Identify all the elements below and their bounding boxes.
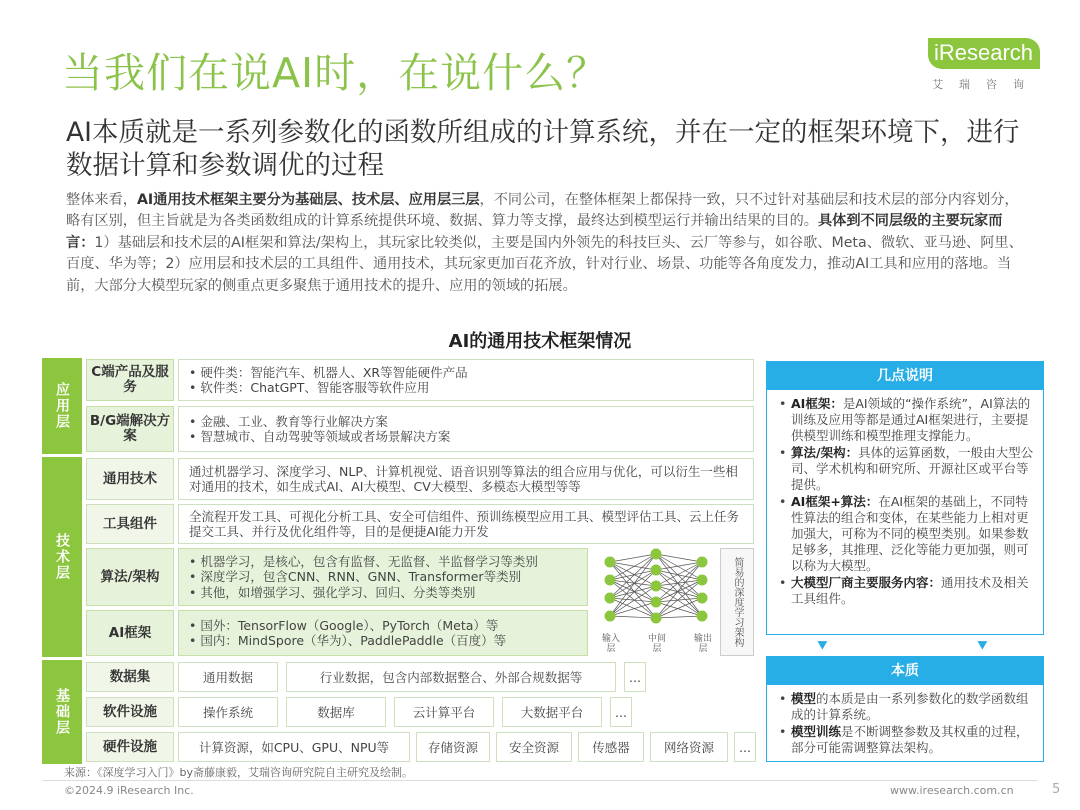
row-content-tools: 全流程开发工具、可视化分析工具、安全可信组件、预训练模型应用工具、模型评估工具、云上任务提交工具、并行及优化组件等，目的是便捷AI能力开发 (178, 504, 754, 544)
essence-item: • 模型的本质是由一系列参数化的数学函数组成的计算系统。 (779, 691, 1035, 723)
row-label-general: 通用技术 (86, 458, 174, 500)
row-label-tools: 工具组件 (86, 504, 174, 544)
list-item: • 硬件类：智能汽车、机器人、XR等智能硬件产品 (189, 365, 468, 381)
hardware-cell: 安全资源 (496, 732, 572, 762)
dataset-cell-more: ... (624, 662, 646, 692)
page-title: 当我们在说AI时，在说什么？ (62, 49, 609, 97)
footer-copyright: ©2024.9 iResearch Inc. (64, 784, 194, 797)
row-content-algo (178, 548, 588, 606)
logo-cn: 艾瑞咨询 (932, 78, 1040, 91)
list-item: • 国内：MindSpore（华为）、PaddlePaddle（百度）等 (189, 633, 506, 649)
layer-base-label: 基础层 (42, 660, 82, 764)
nn-node (697, 611, 708, 622)
intro-text-2: ，不同公司，在整体框架上都保持一致，只不过针对基础层和技术层的部分内容划分，略有区别，但主旨就是为各类函数组成的计算系统提供环境、数据、算力等支撑，最终达到模型运行并输出结果的目的。 (66, 192, 1019, 230)
row-label-dataset: 数据集 (86, 662, 174, 692)
chevron-down-icon: ⯆ (816, 636, 829, 655)
source-note: 来源：《深度学习入门》by斋藤康毅，艾瑞咨询研究院自主研究及绘制。 (64, 766, 413, 779)
iresearch-logo (928, 36, 1048, 96)
row-label-b-end: B/G端解决方案 (86, 406, 174, 452)
row-label-algo: 算法/架构 (86, 548, 174, 606)
dataset-cell: 行业数据，包含内部数据整合、外部合规数据等 (286, 662, 616, 692)
hardware-cell: 计算资源，如CPU、GPU、NPU等 (178, 732, 410, 762)
list-item: • 软件类：ChatGPT、智能客服等软件应用 (189, 380, 468, 396)
row-content-framework (178, 610, 588, 656)
logo-word: iResearch (928, 38, 1040, 69)
note-item: • AI框架+算法：在AI框架的基础上，不同特性算法的组合和变体，在某些能力上相对更加强大，可称为不同的模型类别。如果参数足够多，其推理、泛化等能力更加强，则可以称为大模型。 (779, 494, 1035, 574)
nn-input-label: 输入层 (601, 634, 620, 654)
hardware-cell: 网络资源 (650, 732, 728, 762)
software-cell: 操作系统 (178, 697, 278, 727)
hardware-cell: 传感器 (578, 732, 644, 762)
row-label-c-end: C端产品及服务 (86, 359, 174, 401)
page-subtitle: AI本质就是一系列参数化的函数所组成的计算系统，并在一定的框架环境下，进行数据计算和参数调优的过程 (66, 117, 1020, 181)
software-cell: 大数据平台 (502, 697, 602, 727)
row-label-hardware: 硬件设施 (86, 732, 174, 762)
list-item: • 机器学习，是核心，包含有监督、无监督、半监督学习等类别 (189, 554, 538, 570)
list-item: • 国外：TensorFlow（Google）、PyTorch（Meta）等 (189, 618, 506, 634)
dataset-cell: 通用数据 (178, 662, 278, 692)
software-cell: 云计算平台 (394, 697, 494, 727)
note-item: • AI框架：是AI领域的“操作系统”，AI算法的训练及应用等都是通过AI框架进行，主要提供模型训练和模型推理支撑能力。 (779, 396, 1035, 444)
nn-hidden-label: 中间层 (647, 634, 666, 654)
nn-node (697, 557, 708, 568)
intro-bold-1: AI通用技术框架主要分为基础层、技术层、应用层三层 (136, 192, 480, 208)
intro-text-3: 1）基础层和技术层的AI框架和算法/架构上，其玩家比较类似，主要是国内外领先的科技巨头、云厂等参与，如谷歌、Meta、微软、亚马逊、阿里、百度、华为等；2）应用层和技术层的工具组件、通用技术，其玩家更加百花齐放，针对行业、场景、功能等各角度发力，推动AI工具和应用的落地。当前，大部分大模型玩家的侧重点更多聚焦于通用技术的提升、应用的领域的拓展。 (66, 234, 1023, 294)
row-content-b-end (178, 406, 754, 452)
intro-bold-2: 具体到不同层级的主要玩家而言： (66, 213, 1003, 251)
essence-item: • 模型训练是不断调整参数及其权重的过程，部分可能需调整算法架构。 (779, 724, 1035, 756)
nn-output-label: 输出层 (693, 634, 712, 654)
notes-header: 几点说明 (766, 361, 1044, 389)
layer-app-label: 应用层 (42, 358, 82, 454)
row-content-c-end (178, 359, 754, 401)
page-number: 5 (1052, 782, 1061, 797)
list-item: • 智慧城市、自动驾驶等领域或者场景解决方案 (189, 429, 450, 445)
nn-node (605, 575, 616, 586)
intro-paragraph (66, 190, 1026, 297)
notes-box (766, 389, 1044, 635)
nn-node (651, 565, 662, 576)
essence-header: 本质 (766, 656, 1044, 684)
row-label-software: 软件设施 (86, 697, 174, 727)
footer-website: www.iresearch.com.cn (890, 784, 1014, 797)
note-item: • 大模型厂商主要服务内容：通用技术及相关工具组件。 (779, 575, 1035, 607)
list-item: • 金融、工业、教育等行业解决方案 (189, 414, 450, 430)
intro-text-1: 整体来看， (66, 192, 137, 208)
row-content-general: 通过机器学习、深度学习、NLP、计算机视觉、语音识别等算法的组合应用与优化，可以衍生一些相对通用的技术，如生成式AI、AI大模型、CV大模型、多模态大模型等等 (178, 458, 754, 500)
list-item: • 其他，如增强学习、强化学习、回归、分类等类别 (189, 585, 538, 601)
nn-node (697, 575, 708, 586)
list-item: • 深度学习，包含CNN、RNN、GNN、Transformer等类别 (189, 569, 538, 585)
nn-node (651, 581, 662, 592)
nn-node (605, 611, 616, 622)
software-cell: 数据库 (286, 697, 386, 727)
nn-node (651, 597, 662, 608)
nn-node (651, 549, 662, 560)
nn-node (651, 613, 662, 624)
neural-network-diagram (594, 548, 718, 656)
nn-node (605, 557, 616, 568)
nn-node (605, 593, 616, 604)
essence-box (766, 684, 1044, 762)
hardware-cell-more: ... (734, 732, 756, 762)
hardware-cell: 存储资源 (416, 732, 490, 762)
framework-title: AI的通用技术框架情况 (448, 331, 632, 352)
nn-caption: 简易的深度学习架构 (720, 548, 754, 656)
nn-node (697, 593, 708, 604)
footer-divider (42, 780, 1038, 781)
software-cell-more: ... (610, 697, 632, 727)
row-label-framework: AI框架 (86, 610, 174, 656)
layer-tech-label: 技术层 (42, 457, 82, 657)
chevron-down-icon: ⯆ (976, 636, 989, 655)
note-item: • 算法/架构：具体的运算函数，一般由大型公司、学术机构和研究所、开源社区或平台等提供。 (779, 445, 1035, 493)
